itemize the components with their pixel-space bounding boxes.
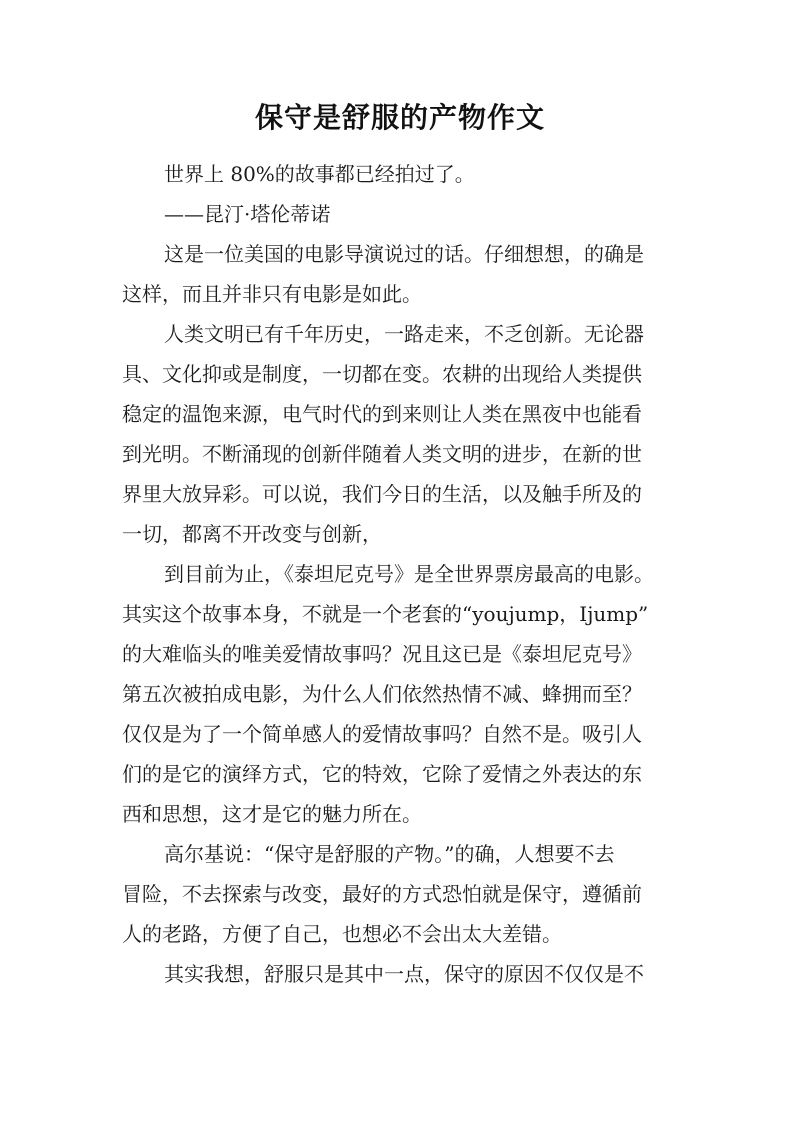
text-line: 仅仅是为了一个简单感人的爱情故事吗？自然不是。吸引人 [122, 722, 642, 746]
text-line: 冒险，不去探索与改变，最好的方式恐怕就是保守，遵循前 [122, 882, 642, 906]
text-line: 的大难临头的唯美爱情故事吗？况且这已是《泰坦尼克号》 [122, 642, 642, 666]
paragraph [122, 314, 682, 554]
paragraph [122, 554, 682, 834]
text-line: 到目前为止，《泰坦尼克号》是全世界票房最高的电影。 [164, 562, 654, 586]
paragraph [122, 154, 682, 194]
text-line: 高尔基说：“保守是舒服的产物。”的确，人想要不去 [164, 842, 615, 866]
text-line: 这样，而且并非只有电影是如此。 [122, 282, 422, 306]
text-line: 具、文化抑或是制度，一切都在变。农耕的出现给人类提供 [122, 362, 642, 386]
paragraph [122, 834, 682, 954]
document-body [122, 154, 682, 994]
text-line: 其实我想，舒服只是其中一点，保守的原因不仅仅是不 [164, 962, 644, 986]
text-line: 稳定的温饱来源，电气时代的到来则让人类在黑夜中也能看 [122, 402, 642, 426]
text-line: 这是一位美国的电影导演说过的话。仔细想想，的确是 [164, 242, 644, 266]
paragraph [122, 194, 682, 234]
text-line: 人的老路，方便了自己，也想必不会出太大差错。 [122, 922, 562, 946]
text-line: 们的是它的演绎方式，它的特效，它除了爱情之外表达的东 [122, 762, 642, 786]
text-line: ——昆汀·塔伦蒂诺 [164, 202, 331, 226]
text-line: 西和思想，这才是它的魅力所在。 [122, 802, 422, 826]
text-line: 人类文明已有千年历史，一路走来，不乏创新。无论器 [164, 322, 644, 346]
text-line: 第五次被拍成电影，为什么人们依然热情不减、蜂拥而至？ [122, 682, 642, 706]
text-line: 到光明。不断涌现的创新伴随着人类文明的进步，在新的世 [122, 442, 642, 466]
paragraph [122, 954, 682, 994]
text-line: 界里大放异彩。可以说，我们今日的生活，以及触手所及的 [122, 482, 642, 506]
text-line: 世界上 80%的故事都已经拍过了。 [164, 162, 475, 186]
text-line: 其实这个故事本身，不就是一个老套的“youjump，Ijump” [122, 602, 649, 626]
paragraph [122, 234, 682, 314]
text-line: 一切，都离不开改变与创新， [122, 522, 382, 546]
document-title: 保守是舒服的产物作文 [254, 101, 545, 134]
